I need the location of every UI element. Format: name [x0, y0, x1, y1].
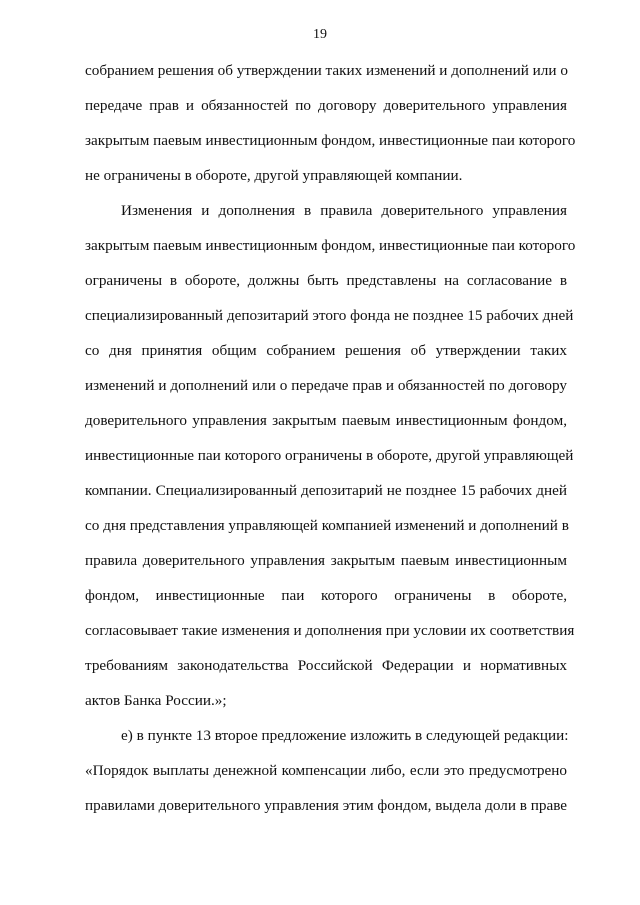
text-line: актов Банка России.»; [85, 692, 227, 709]
text-line: согласовывает такие изменения и дополнения при условии их соответствия [85, 622, 575, 639]
text-line: компании. Специализированный депозитарий не позднее 15 рабочих дней [85, 482, 567, 499]
text-line: собранием решения об утверждении таких изменений и дополнений или о [85, 62, 568, 79]
text-line: инвестиционные паи которого ограничены в обороте, другой управляющей [85, 447, 574, 464]
text-line: доверительного управления закрытым паевым инвестиционным фондом, [85, 412, 567, 429]
page-number: 19 [313, 27, 327, 42]
text-line: закрытым паевым инвестиционным фондом, инвестиционные паи которого [85, 237, 576, 254]
text-line: правила доверительного управления закрытым паевым инвестиционным [85, 552, 567, 569]
text-line: ограничены в обороте, должны быть представлены на согласование в [85, 272, 567, 289]
text-line: требованиям законодательства Российской Федерации и нормативных [85, 657, 567, 674]
paragraph-first-line: Изменения и дополнения в правила доверительного управления [121, 202, 567, 219]
text-line: правилами доверительного управления этим фондом, выдела доли в праве [85, 797, 568, 814]
text-line: фондом, инвестиционные паи которого ограничены в обороте, [85, 587, 567, 604]
paragraph-first-line: е) в пункте 13 второе предложение изложить в следующей редакции: [121, 727, 569, 744]
text-line: «Порядок выплаты денежной компенсации либо, если это предусмотрено [85, 762, 567, 779]
text-line: специализированный депозитарий этого фонда не позднее 15 рабочих дней [85, 307, 574, 324]
text-line: изменений и дополнений или о передаче прав и обязанностей по договору [85, 377, 567, 394]
text-line: со дня представления управляющей компанией изменений и дополнений в [85, 517, 569, 534]
text-line: со дня принятия общим собранием решения об утверждении таких [85, 342, 567, 359]
text-line: закрытым паевым инвестиционным фондом, инвестиционные паи которого [85, 132, 576, 149]
text-line: передаче прав и обязанностей по договору доверительного управления [85, 97, 567, 114]
text-line: не ограничены в обороте, другой управляющей компании. [85, 167, 463, 184]
